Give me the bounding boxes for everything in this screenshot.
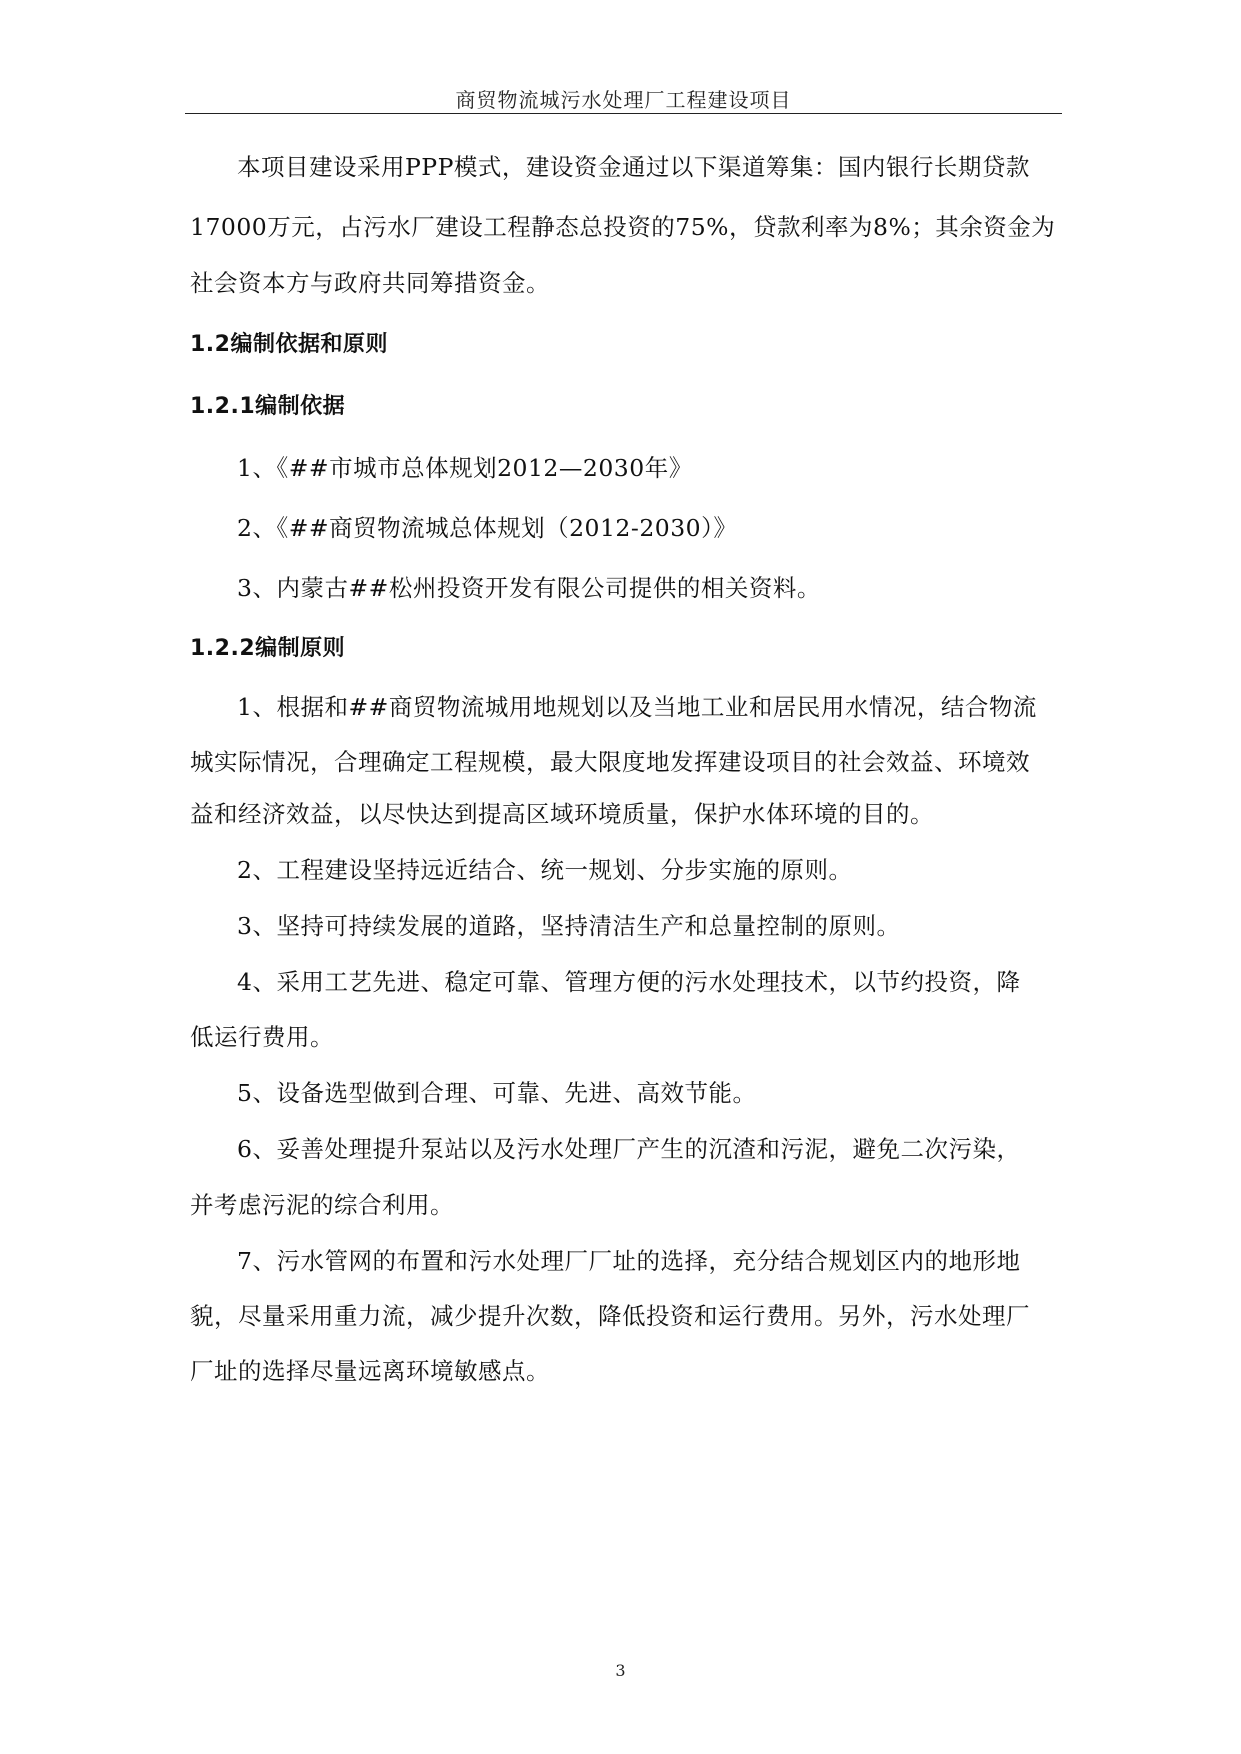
paragraph-line: 低运行费用。 (190, 1023, 334, 1051)
page-number: 3 (615, 1661, 626, 1680)
paragraph-line: 6、妥善处理提升泵站以及污水处理厂产生的沉渣和污泥，避免二次污染， (237, 1135, 1021, 1163)
paragraph-line: 3、坚持可持续发展的道路，坚持清洁生产和总量控制的原则。 (237, 912, 901, 940)
paragraph-line: 貌，尽量采用重力流，减少提升次数，降低投资和运行费用。另外，污水处理厂 (190, 1302, 1030, 1330)
running-header: 商贸物流城污水处理厂工程建设项目 (455, 88, 792, 112)
paragraph-line: 2、工程建设坚持远近结合、统一规划、分步实施的原则。 (237, 856, 853, 884)
paragraph-line: 17000万元，占污水厂建设工程静态总投资的75%，贷款利率为8%；其余资金为 (190, 213, 1056, 241)
header-divider (185, 113, 1062, 114)
list-item: 2、《##商贸物流城总体规划（2012-2030）》 (237, 514, 738, 542)
subsection-heading: 1.2.2编制原则 (190, 636, 346, 661)
paragraph-line: 厂址的选择尽量远离环境敏感点。 (190, 1357, 550, 1385)
paragraph-line: 益和经济效益，以尽快达到提高区域环境质量，保护水体环境的目的。 (190, 800, 934, 828)
paragraph-line: 4、采用工艺先进、稳定可靠、管理方便的污水处理技术，以节约投资，降 (237, 968, 1021, 996)
paragraph-line: 并考虑污泥的综合利用。 (190, 1191, 454, 1219)
paragraph-line: 7、污水管网的布置和污水处理厂厂址的选择，充分结合规划区内的地形地 (237, 1247, 1021, 1275)
paragraph-line: 5、设备选型做到合理、可靠、先进、高效节能。 (237, 1079, 757, 1107)
list-item: 1、《##市城市总体规划2012—2030年》 (237, 454, 693, 482)
paragraph-line: 1、根据和##商贸物流城用地规划以及当地工业和居民用水情况，结合物流 (237, 693, 1037, 721)
paragraph-line: 本项目建设采用PPP模式，建设资金通过以下渠道筹集：国内银行长期贷款 (237, 153, 1030, 181)
paragraph-line: 社会资本方与政府共同筹措资金。 (190, 269, 550, 297)
list-item: 3、内蒙古##松州投资开发有限公司提供的相关资料。 (237, 574, 821, 602)
paragraph-line: 城实际情况，合理确定工程规模，最大限度地发挥建设项目的社会效益、环境效 (190, 748, 1030, 776)
section-heading: 1.2编制依据和原则 (190, 332, 388, 357)
subsection-heading: 1.2.1编制依据 (190, 394, 346, 419)
